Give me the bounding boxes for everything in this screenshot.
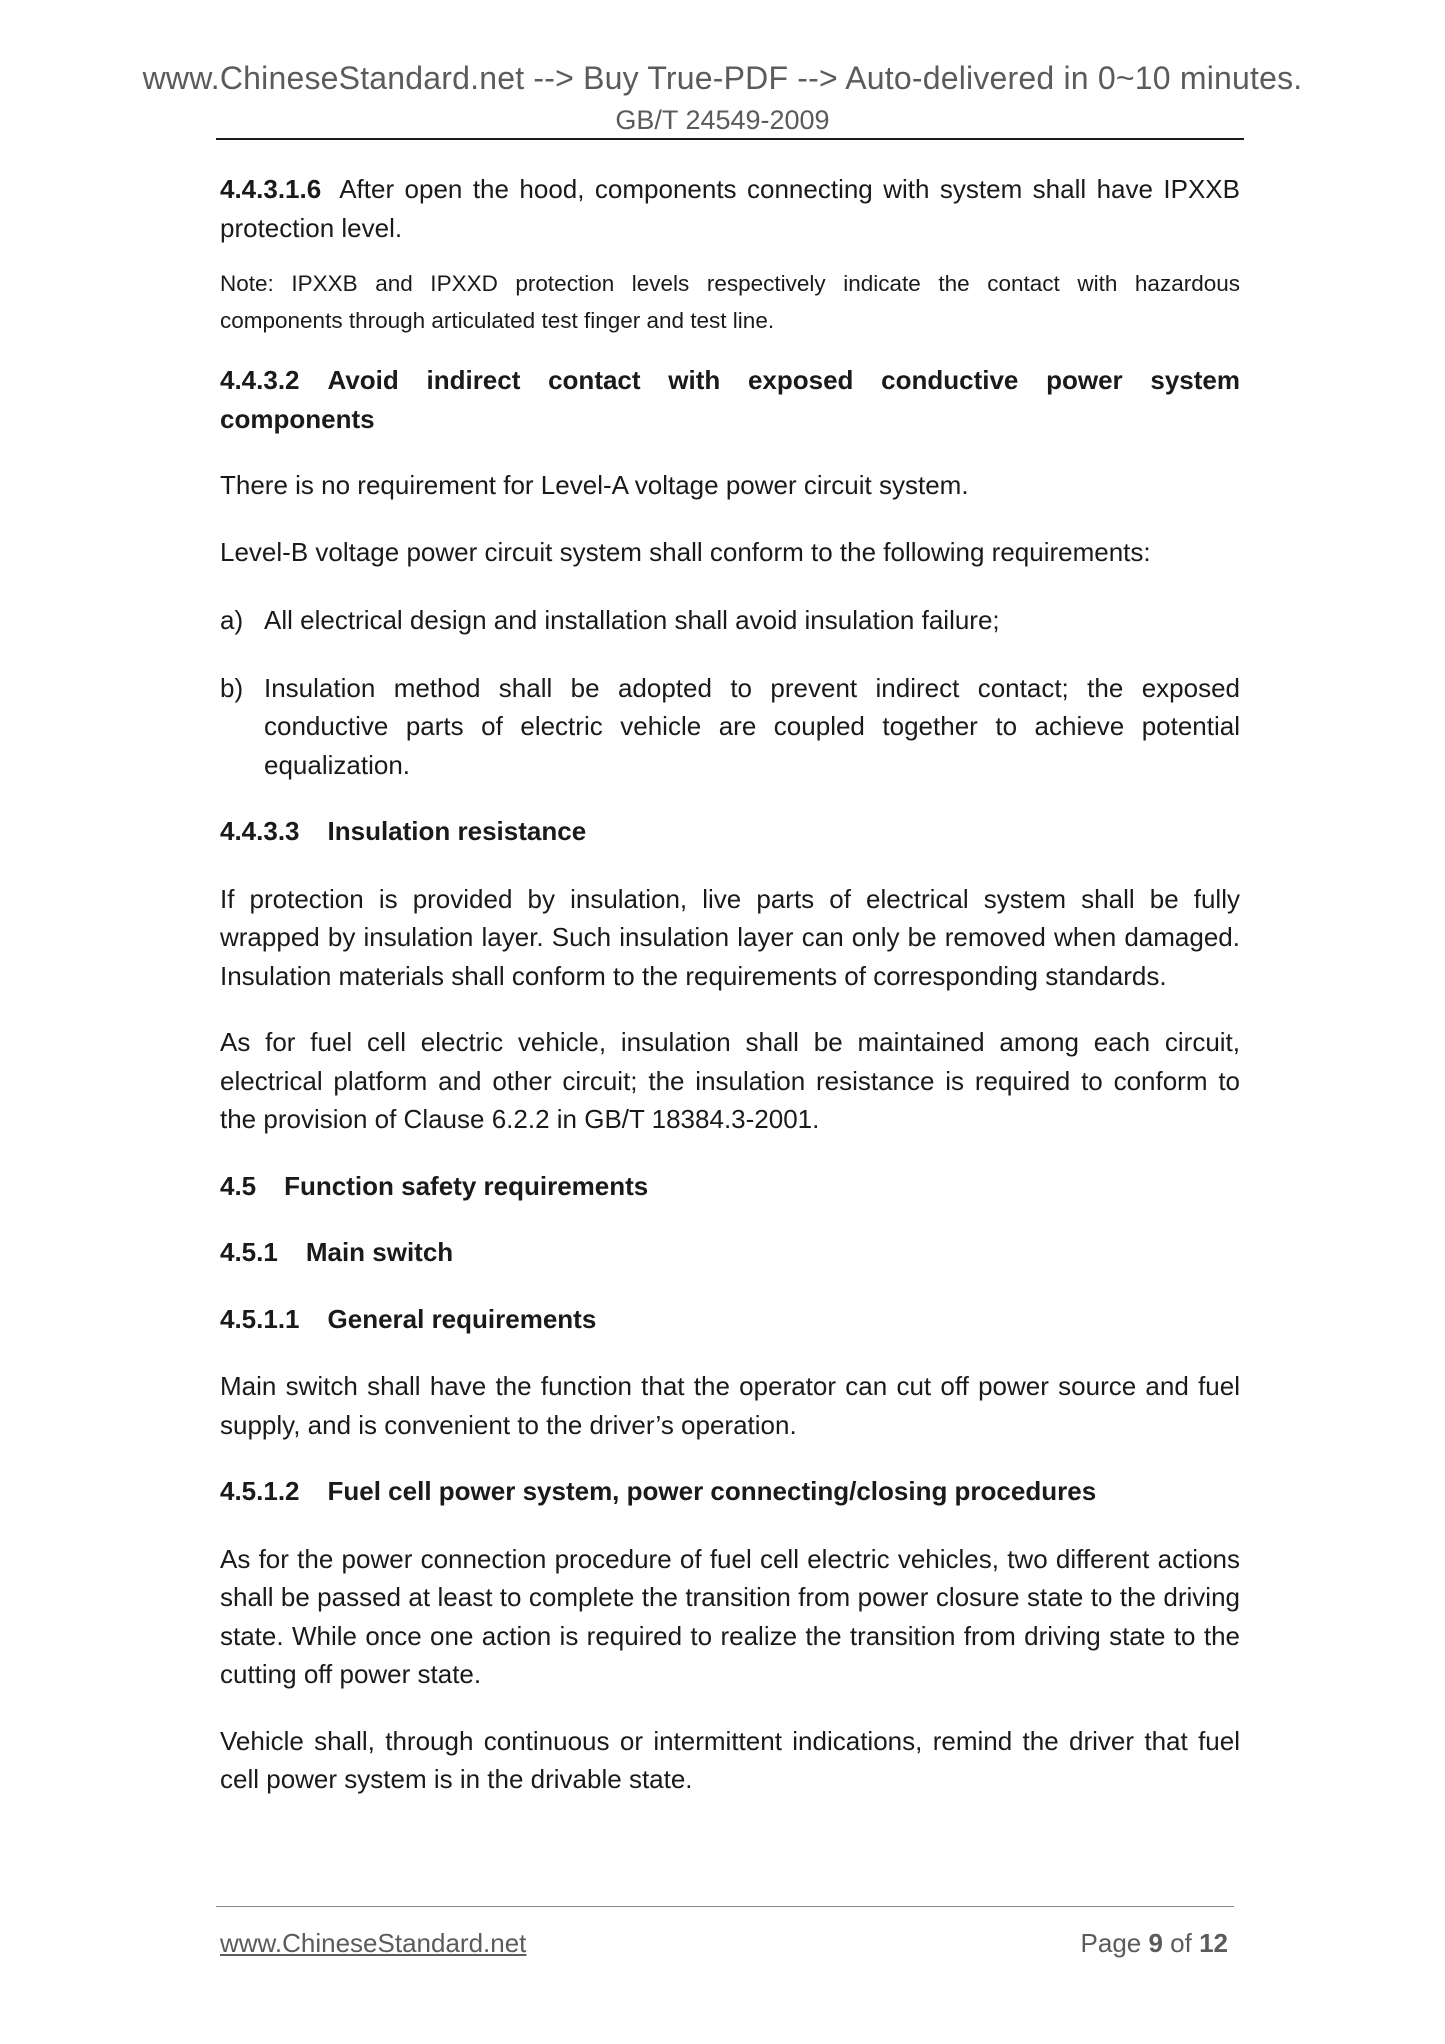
list-text: Insulation method shall be adopted to prevent indirect contact; the exposed conductive parts of electric vehicle are coupled together to achieve potential equalization. — [264, 672, 1240, 780]
footer-divider — [216, 1906, 1234, 1907]
list-marker: a) — [220, 605, 244, 635]
clause-4-4-3-2-heading — [220, 361, 1240, 438]
paragraph-main-switch: Main switch shall have the function that the operator can cut off power source and fuel supply, and is convenient to the driver’s operation. — [220, 1371, 1240, 1440]
note: Note: IPXXB and IPXXD protection levels respectively indicate the contact with hazardous components through articulated test finger and test line. — [220, 271, 1240, 333]
page-of: of — [1162, 1928, 1200, 1958]
clause-4-5-1-1-heading — [220, 1300, 1240, 1339]
page-prefix: Page — [1080, 1928, 1149, 1958]
clause-title: General requirements — [327, 1303, 597, 1334]
paragraph-insulation-2: As for fuel cell electric vehicle, insulation shall be maintained among each circuit, electrical platform and other circuit; the insulation resistance is required to conform to the provision of Clause 6.2.2 in GB/T 18384.3-2001. — [220, 1027, 1240, 1134]
list-item — [220, 669, 1240, 785]
clause-text: After open the hood, components connecting with system shall have IPXXB protection level. — [220, 174, 1240, 243]
clause-number: 4.5.1.1 — [220, 1303, 300, 1334]
clause-4-4-3-3-heading — [220, 812, 1240, 851]
clause-title: Insulation resistance — [327, 816, 587, 846]
clause-4-5-1-2-heading — [220, 1472, 1240, 1511]
page-number — [1081, 1926, 1228, 1960]
clause-number: 4.4.3.3 — [220, 816, 300, 846]
header-divider — [216, 138, 1244, 140]
clause-number: 4.5.1.2 — [220, 1476, 300, 1506]
clause-4-4-3-1-6 — [220, 170, 1240, 247]
page-total: 12 — [1199, 1928, 1228, 1958]
clause-number: 4.5.1 — [220, 1237, 278, 1267]
top-banner[interactable]: www.ChineseStandard.net --> Buy True-PDF --> Auto-delivered in 0~10 minutes. — [142, 60, 1303, 96]
clause-4-5-heading — [220, 1167, 1240, 1206]
clause-title: Avoid indirect contact with exposed conductive power system components — [220, 365, 1240, 434]
page-content — [220, 170, 1240, 1799]
clause-4-5-1-heading — [220, 1233, 1240, 1272]
paragraph-level-b: Level-B voltage power circuit system shall conform to the following requirements: — [220, 536, 1151, 567]
paragraph-insulation-1: If protection is provided by insulation, live parts of electrical system shall be fully wrapped by insulation layer. Such insulation layer can only be removed when damaged. Insulation materials shall conform to the requirements of corresponding standards. — [220, 883, 1240, 991]
paragraph-level-a: There is no requirement for Level-A voltage power circuit system. — [220, 470, 969, 500]
clause-title: Fuel cell power system, power connecting/closing procedures — [327, 1476, 1097, 1506]
standard-code: GB/T 24549-2009 — [615, 105, 830, 135]
list-item — [220, 601, 1240, 640]
footer-website-link[interactable]: www.ChineseStandard.net — [220, 1928, 527, 1958]
paragraph-procedure-1: As for the power connection procedure of fuel cell electric vehicles, two different actions shall be passed at least to complete the transition from power closure state to the driving state. While once one action is required to realize the transition from driving state to the cutting off power state. — [220, 1543, 1240, 1689]
clause-number: 4.4.3.2 — [220, 365, 300, 395]
list-text: All electrical design and installation shall avoid insulation failure; — [264, 605, 1000, 635]
list-marker: b) — [220, 672, 244, 703]
clause-title: Function safety requirements — [284, 1170, 649, 1201]
clause-number: 4.4.3.1.6 — [220, 174, 322, 204]
clause-title: Main switch — [305, 1237, 454, 1267]
page-current: 9 — [1148, 1928, 1163, 1958]
clause-number: 4.5 — [220, 1170, 257, 1201]
paragraph-procedure-2: Vehicle shall, through continuous or intermittent indications, remind the driver that fuel cell power system is in the drivable state. — [220, 1725, 1240, 1794]
